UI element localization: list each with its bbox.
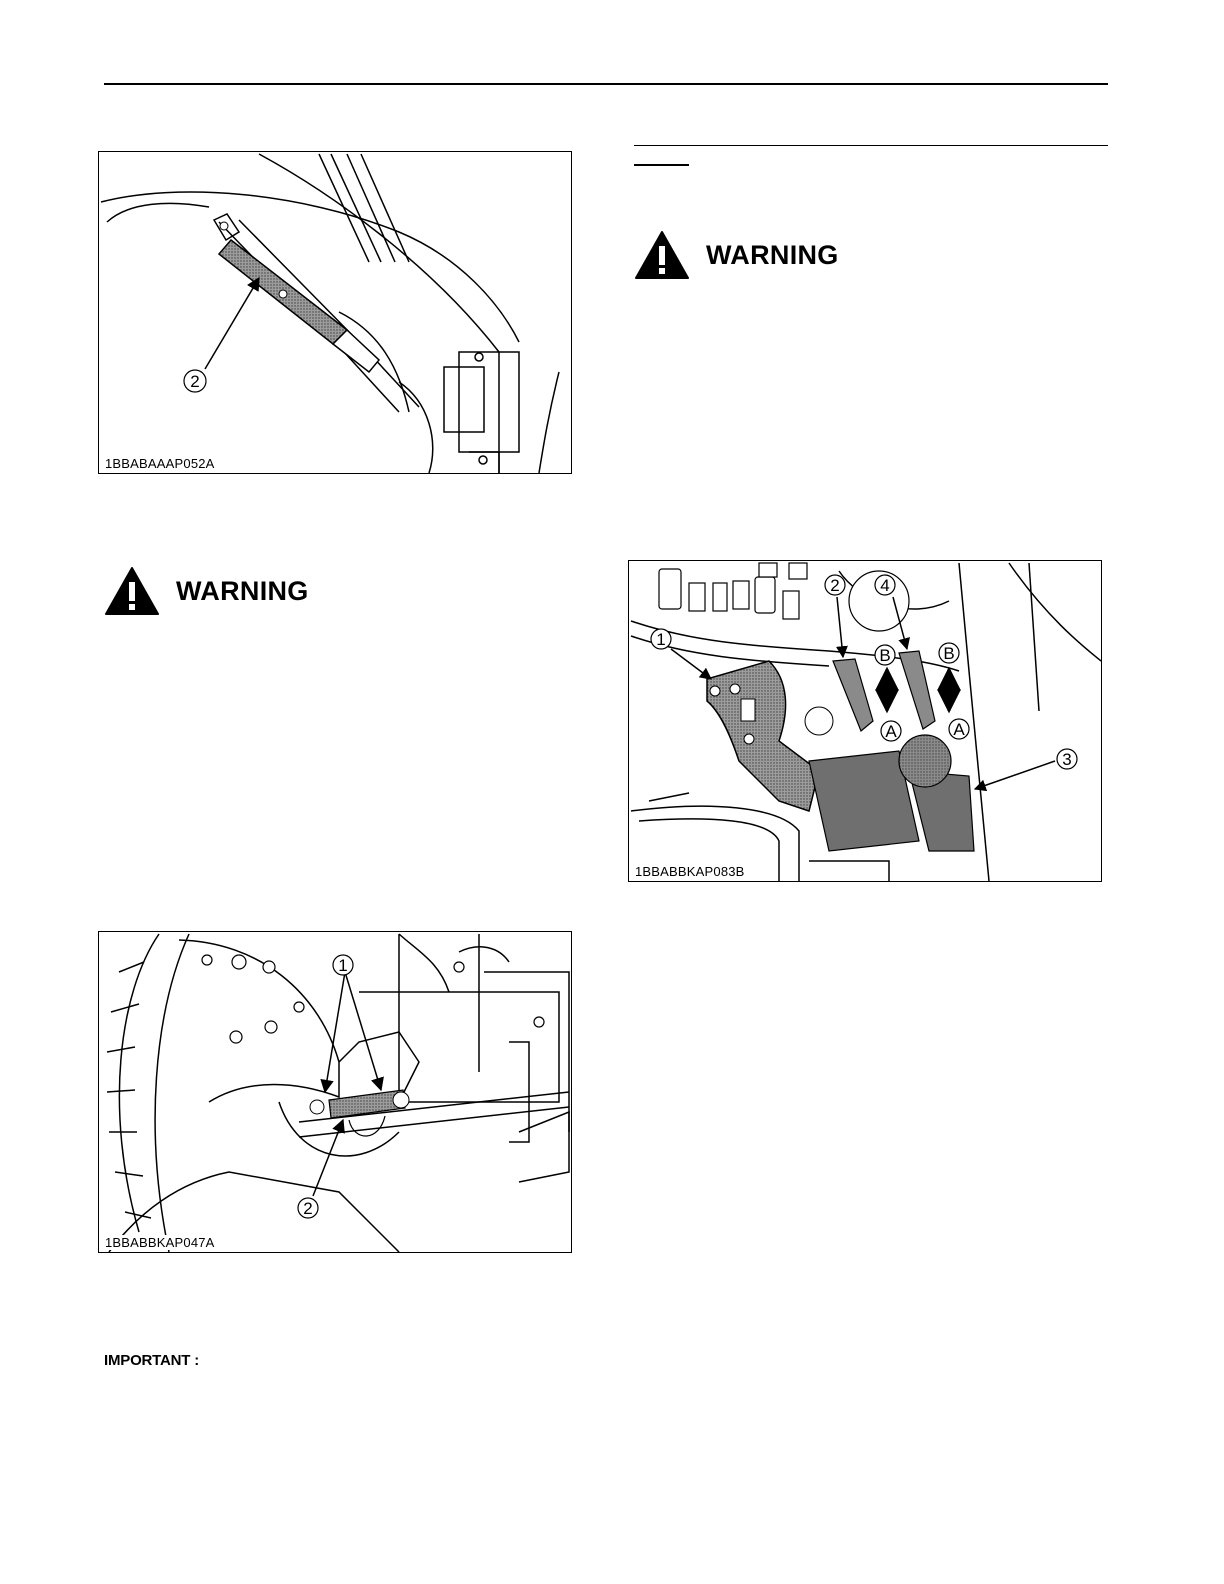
callout-label: 2	[303, 1199, 313, 1218]
warning-left	[104, 566, 309, 616]
warning-label: WARNING	[706, 239, 839, 270]
figure-loader-cylinder	[98, 151, 572, 474]
warning-right	[634, 230, 839, 280]
callout-label: A	[885, 722, 897, 741]
figure-control-levers	[628, 560, 1102, 882]
callout-label: B	[943, 644, 955, 663]
section-rule-underline	[634, 164, 689, 166]
warning-triangle-icon	[634, 230, 690, 280]
callout-label: B	[879, 646, 891, 665]
important-label: IMPORTANT :	[104, 1352, 200, 1369]
header-rule	[104, 83, 1108, 85]
callout-label: 2	[190, 372, 200, 391]
callout-label: 1	[656, 630, 666, 649]
callout-label: 1	[338, 956, 348, 975]
loader-cylinder-illustration	[99, 152, 571, 473]
figure-wheel-hitch	[98, 931, 572, 1253]
warning-triangle-icon	[104, 566, 160, 616]
figure-code: 1BBABAAAP052A	[105, 456, 215, 471]
warning-label: WARNING	[176, 575, 309, 606]
callout-label: 2	[830, 576, 840, 595]
control-levers-illustration	[629, 561, 1101, 881]
callout-label: 3	[1062, 750, 1072, 769]
figure-code: 1BBABBKAP083B	[635, 864, 745, 879]
callout-label: A	[953, 720, 965, 739]
section-rule	[634, 145, 1108, 146]
figure-code: 1BBABBKAP047A	[105, 1235, 215, 1250]
wheel-hitch-illustration	[99, 932, 571, 1252]
callout-label: 4	[880, 576, 890, 595]
